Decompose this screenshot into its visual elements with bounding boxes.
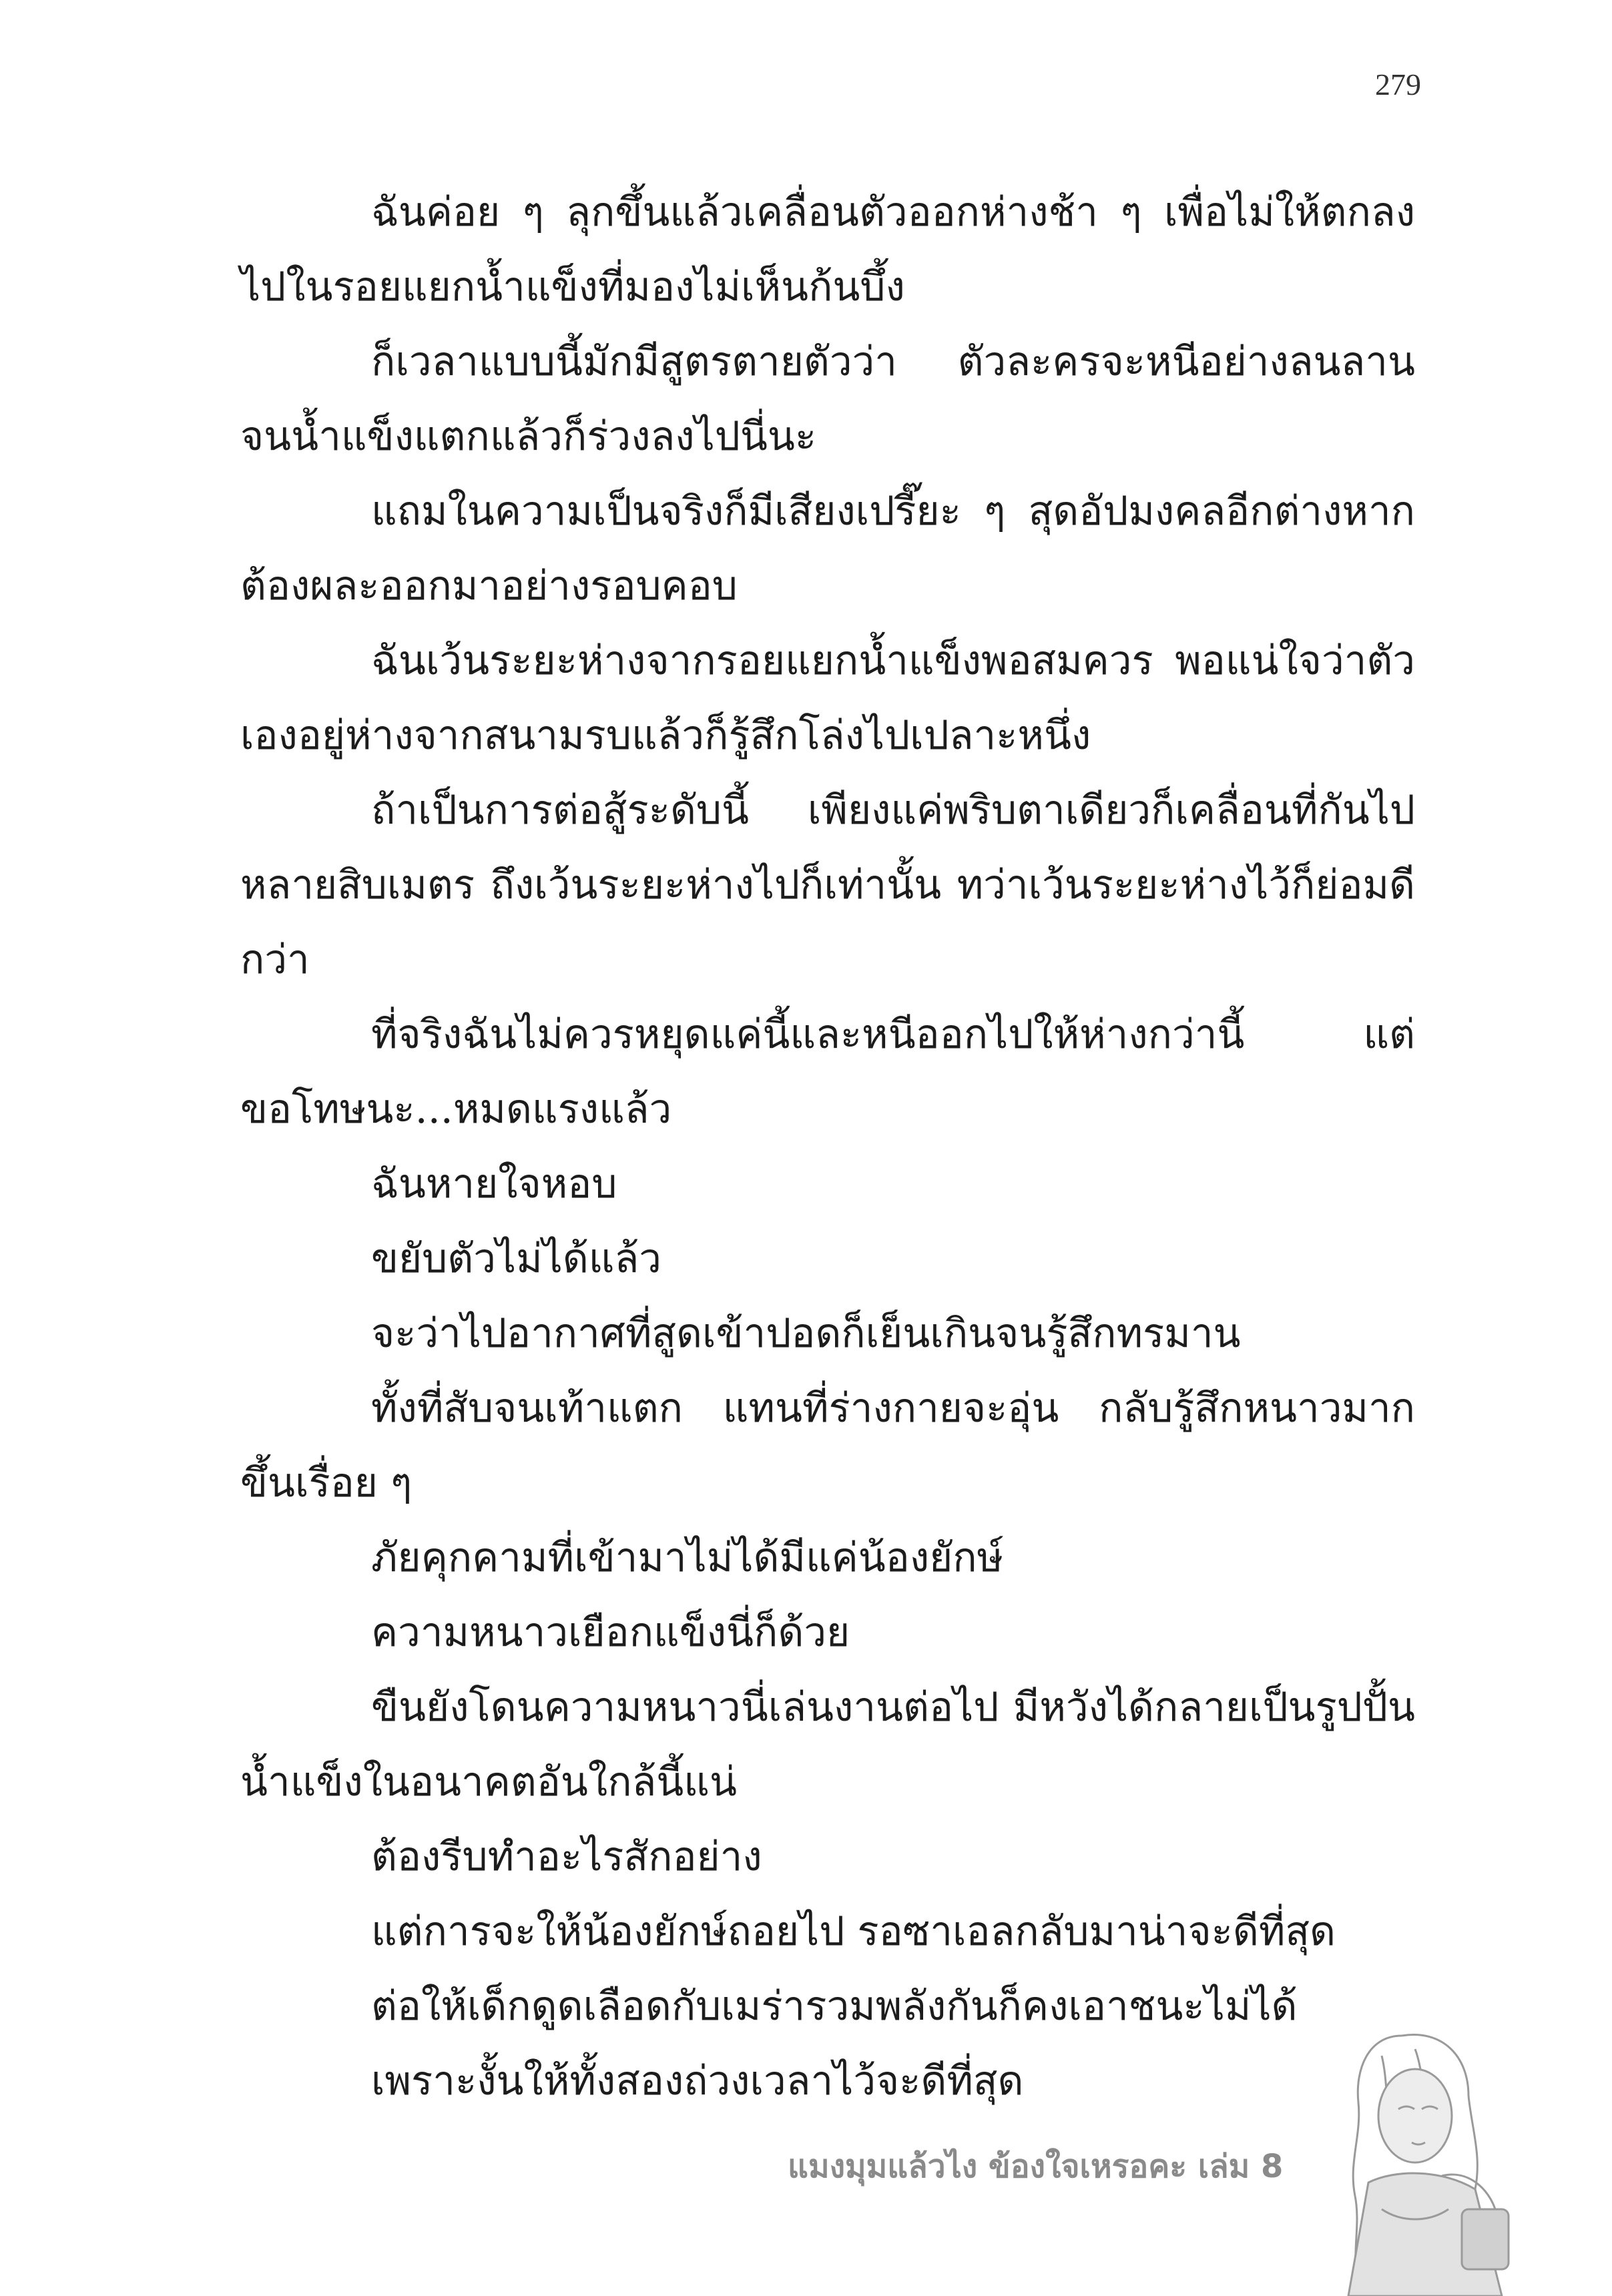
paragraph: เพราะงั้นให้ทั้งสองถ่วงเวลาไว้จะดีที่สุด (371, 2058, 1024, 2104)
paragraph: ฉันเว้นระยะห่างจากรอยแยกน้ำแข็งพอสมควร พอแน่ใจว่าตัวเองอยู่ห่างจากสนามรบแล้วก็รู้สึกโล่งไปเปลาะหนึ่ง (240, 637, 1415, 759)
paragraph: ขืนยังโดนความหนาวนี่เล่นงานต่อไป มีหวังได้กลายเป็นรูปปั้นน้ำแข็งในอนาคตอันใกล้นี้แน่ (240, 1684, 1415, 1805)
paragraph: ภัยคุกคามที่เข้ามาไม่ได้มีแค่น้องยักษ์ (371, 1534, 1004, 1581)
paragraph: ถ้าเป็นการต่อสู้ระดับนี้ เพียงแค่พริบตาเดียวก็เคลื่อนที่กันไปหลายสิบเมตร ถึงเว้นระยะห่างไปก็เท่านั้น ทว่าเว้นระยะห่างไว้ก็ย่อมดีกว่า (240, 787, 1415, 983)
paragraph: ก็เวลาแบบนี้มักมีสูตรตายตัวว่า ตัวละครจะหนีอย่างลนลานจนน้ำแข็งแตกแล้วก็ร่วงลงไปนี่นะ (240, 338, 1415, 460)
paragraph: แต่การจะให้น้องยักษ์ถอยไป รอซาเอลกลับมาน่าจะดีที่สุด (371, 1908, 1336, 1955)
paragraph: ที่จริงฉันไม่ควรหยุดแค่นี้และหนีออกไปให้ห่างกว่านี้ แต่ขอโทษนะ...หมดแรงแล้ว (240, 1011, 1415, 1133)
paragraph: ความหนาวเยือกแข็งนี่ก็ด้วย (371, 1609, 850, 1656)
page-number: 279 (1375, 67, 1421, 101)
paragraph: แถมในความเป็นจริงก็มีเสียงเปรี๊ยะ ๆ สุดอัปมงคลอีกต่างหากต้องผละออกมาอย่างรอบคอบ (240, 488, 1415, 609)
paragraph: ขยับตัวไม่ได้แล้ว (371, 1235, 661, 1282)
paragraph: ต่อให้เด็กดูดเลือดกับเมร่ารวมพลังกันก็คงเอาชนะไม่ได้ (371, 1983, 1298, 2030)
paragraph: ทั้งที่สับจนเท้าแตก แทนที่ร่างกายจะอุ่น กลับรู้สึกหนาวมากขึ้นเรื่อย ๆ (240, 1385, 1415, 1506)
paragraph: จะว่าไปอากาศที่สูดเข้าปอดก็เย็นเกินจนรู้สึกทรมาน (371, 1310, 1241, 1357)
footer-book-title: แมงมุมแล้วไง ข้องใจเหรอคะ เล่ม 8 (788, 2148, 1284, 2185)
paragraph: ต้องรีบทำอะไรสักอย่าง (371, 1833, 762, 1880)
body-text (240, 175, 1415, 2118)
character-illustration (1308, 2009, 1529, 2296)
paragraph: ฉันหายใจหอบ (371, 1161, 617, 1207)
paragraph: ฉันค่อย ๆ ลุกขึ้นแล้วเคลื่อนตัวออกห่างช้า ๆ เพื่อไม่ให้ตกลงไปในรอยแยกน้ำแข็งที่มองไม่เห็นก้นบึ้ง (240, 189, 1415, 310)
